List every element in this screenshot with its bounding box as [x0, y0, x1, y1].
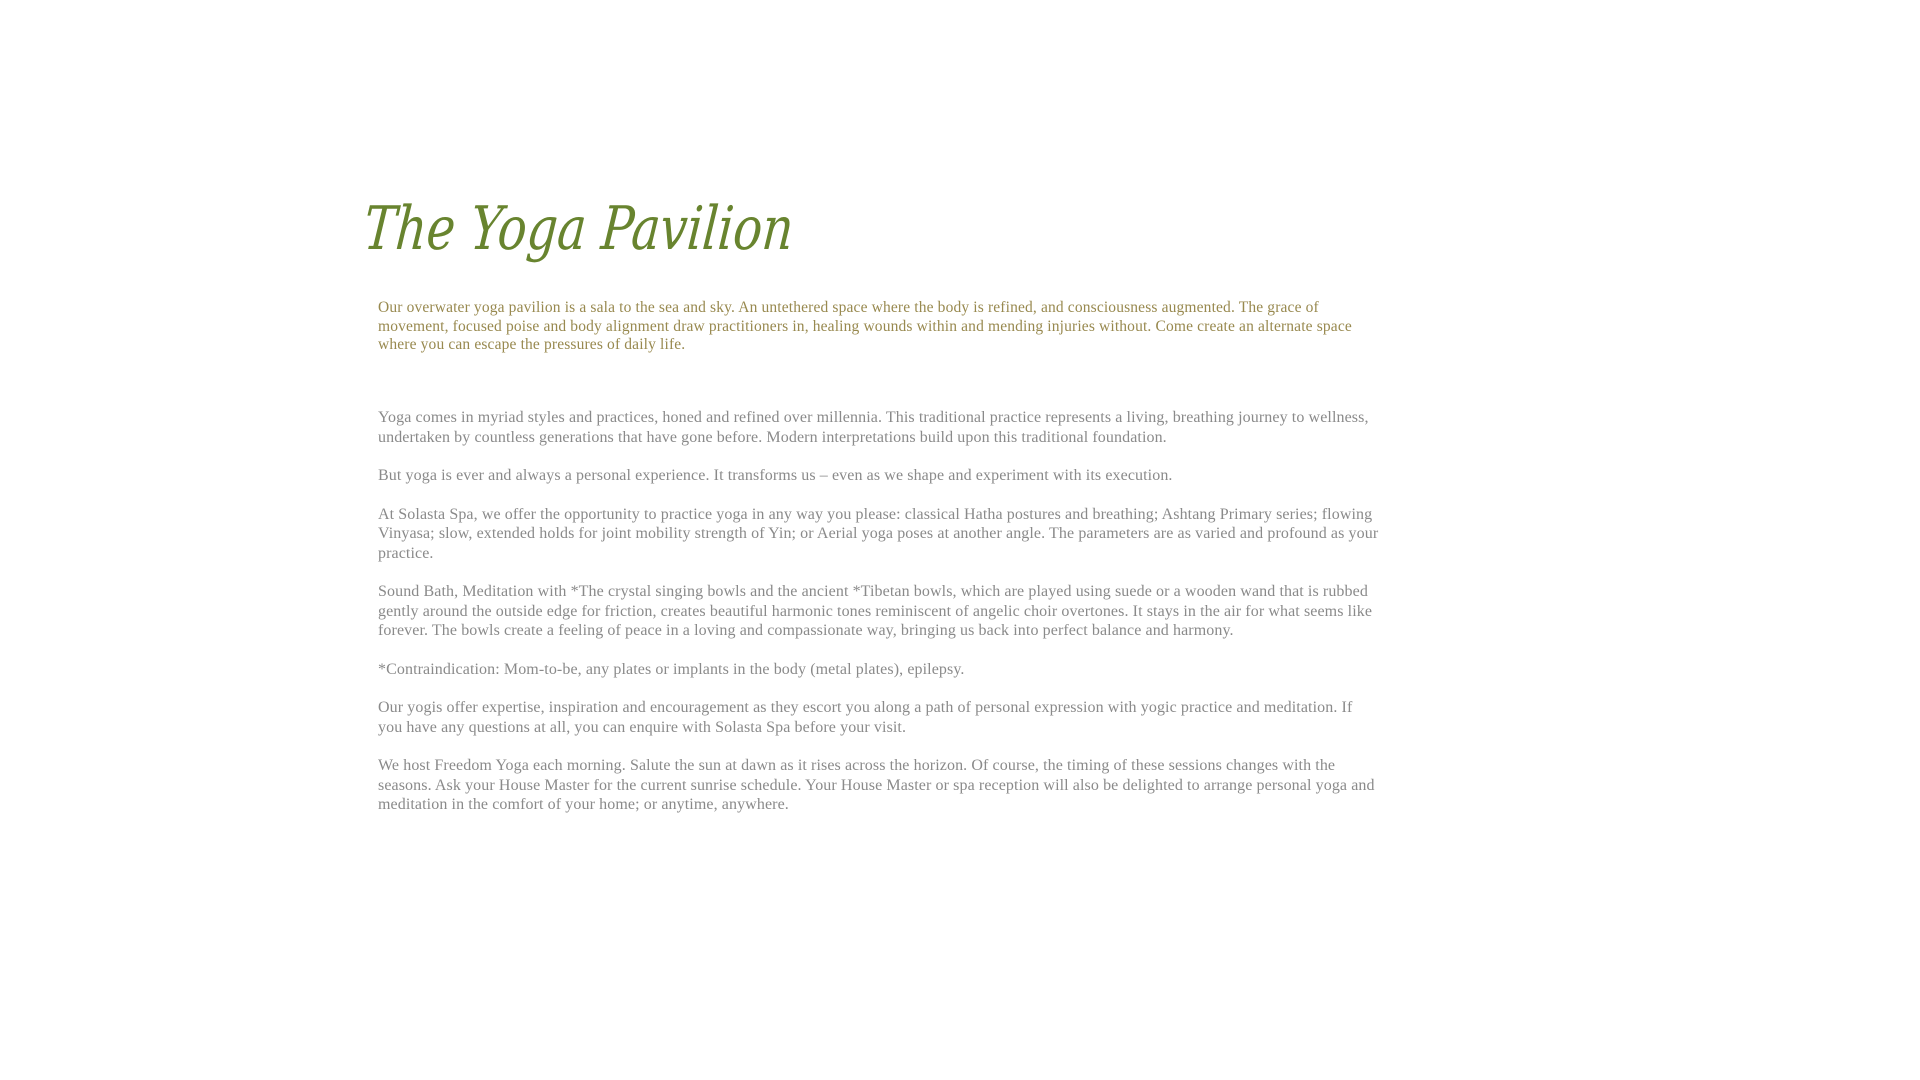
- paragraph-solasta-offerings: At Solasta Spa, we offer the opportunity to practice yoga in any way you please: classical Hatha postures and breathing; Ashtang Primary series; flowing Vinyasa; slow, extended holds for joint mobility strength of Yin; or Aerial yoga poses at another angle. The parameters are as varied and profound as your practice.: [378, 505, 1379, 562]
- body-copy: [378, 408, 1380, 834]
- page-title: The Yoga Pavilion: [361, 194, 797, 264]
- paragraph-yogis: Our yogis offer expertise, inspiration and encouragement as they escort you along a path of personal expression with yogic practice and meditation. If you have any questions at all, you can enquire with Solasta Spa before your visit.: [378, 699, 1353, 736]
- paragraph-yoga-styles: Yoga comes in myriad styles and practices, honed and refined over millennia. This traditional practice represents a living, breathing journey to wellness, undertaken by countless generations that have gone before. Modern interpretations build upon this traditional foundation.: [378, 409, 1369, 446]
- paragraph-personal-experience: But yoga is ever and always a personal experience. It transforms us – even as we shape and experiment with its execution.: [378, 467, 1173, 484]
- yoga-pavilion-document: [361, 0, 1380, 1080]
- paragraph-freedom-yoga: We host Freedom Yoga each morning. Salute the sun at dawn as it rises across the horizon. Of course, the timing of these sessions changes with the seasons. Ask your House Master for the current sunrise schedule. Your House Master or spa reception will also be delighted to arrange personal yoga and meditation in the comfort of your home; or anytime, anywhere.: [378, 757, 1375, 813]
- intro-paragraph: Our overwater yoga pavilion is a sala to the sea and sky. An untethered space where the body is refined, and consciousness augmented. The grace of movement, focused poise and body alignment draw practitioners in, healing wounds within and mending injuries without. Come create an alternate space where you can escape the pressures of daily life.: [378, 299, 1352, 353]
- paragraph-contraindication: *Contraindication: Mom-to-be, any plates or implants in the body (metal plates), epilepsy.: [378, 660, 965, 678]
- paragraph-sound-bath: Sound Bath, Meditation with *The crystal singing bowls and the ancient *Tibetan bowls, which are played using suede or a wooden wand that is rubbed gently around the outside edge for friction, creates beautiful harmonic tones reminiscent of angelic choir overtones. It stays in the air for what seems like forever. The bowls create a feeling of peace in a loving and compassionate way, bringing us back into perfect balance and harmony.: [378, 583, 1373, 639]
